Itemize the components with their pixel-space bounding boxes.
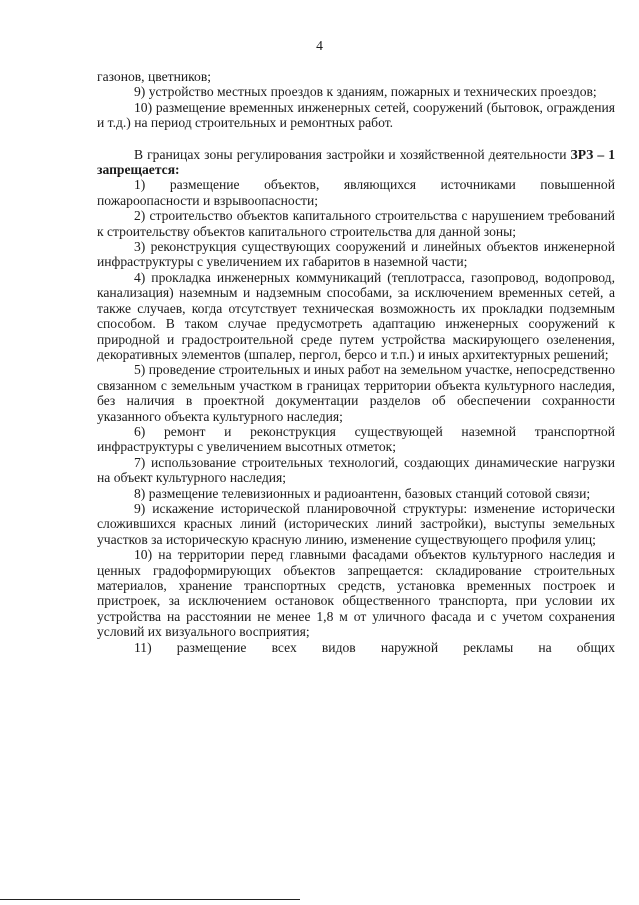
- document-body: [97, 69, 615, 655]
- section-intro: В границах зоны регулирования застройки и хозяйственной деятельности: [134, 146, 571, 162]
- list-item: 7) использование строительных технологий, создающих динамические нагрузки на объект культурного наследия;: [97, 454, 615, 486]
- page-number: 4: [316, 38, 323, 53]
- list-item: 8) размещение телевизионных и радиоантенн, базовых станций сотовой связи;: [134, 485, 591, 501]
- list-item: 9) устройство местных проездов к зданиям, пожарных и технических проездов;: [134, 84, 597, 100]
- list-item: 10) размещение временных инженерных сетей, сооружений (бытовок, ограждения и т.д.) на период строительных и ремонтных работ.: [97, 99, 615, 131]
- list-item: 2) строительство объектов капитального строительства с нарушением требований к строительству объектов капитального строительства для данной зоны;: [97, 208, 615, 239]
- section-zone-restriction: ЗРЗ – 1 запрещается:: [97, 146, 616, 178]
- section-heading: [97, 147, 615, 178]
- list-item: 1) размещение объектов, являющихся источниками повышенной пожароопасности и взрывоопасности;: [97, 177, 615, 208]
- continuation-text: газонов, цветников;: [97, 69, 212, 84]
- list-item: 6) ремонт и реконструкция существующей наземной транспортной инфраструктуры с увеличением высотных отметок;: [97, 423, 615, 455]
- list-item: 10) на территории перед главными фасадами объектов культурного наследия и ценных градоформирующих объектов запрещается: складирование строительных материалов, хранение транспортных средств, установка временных построек и пристроек, за исключением остановок общественного транспорта, при условии их устройства на расстоянии не менее 1,8 м от уличного фасада и с учетом сохранения условий их визуального восприятия;: [97, 547, 615, 640]
- list-item: 9) искажение исторической планировочной структуры: изменение исторически сложившихся красных линий (исторических линий застройки), выступы земельных участков за историческую красную линию, изменение существующего профиля улиц;: [97, 500, 615, 547]
- list-item: 11) размещение всех видов наружной рекламы на общих: [134, 639, 615, 655]
- list-item: 3) реконструкция существующих сооружений и линейных объектов инженерной инфраструктуры с увеличением их габаритов в наземной части;: [97, 239, 615, 270]
- list-item: 4) прокладка инженерных коммуникаций (теплотрасса, газопровод, водопровод, канализация) наземным и надземным способами, за исключением временных сетей, а также случаев, когда отсутствует техническая возможность их прокладки подземным способом. В таком случае предусмотреть адаптацию инженерных сооружений к природной и градостроительной среде путем устройства маскирующего озеленения, декоративных элементов (шпалер, пергол, берсо и т.п.) и иных архитектурных решений;: [97, 269, 615, 362]
- list-item: 5) проведение строительных и иных работ на земельном участке, непосредственно связанном с земельным участком в границах территории объекта культурного наследия, без наличия в проектной документации разделов об обеспечении сохранности указанного объекта культурного наследия;: [97, 362, 615, 424]
- footnote-separator: [0, 899, 300, 900]
